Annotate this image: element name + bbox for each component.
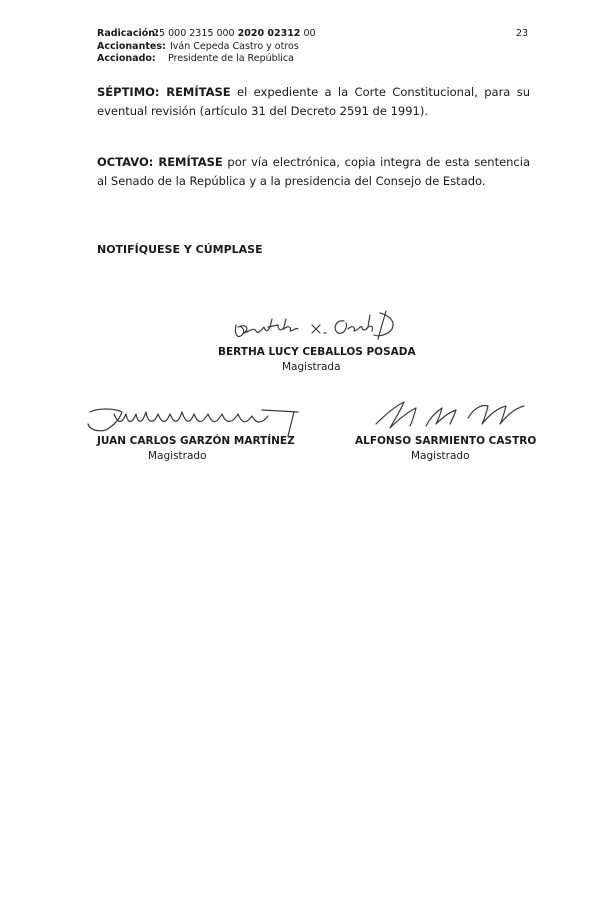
- octavo-text: por vía electrónica, copia integra de esta sentencia al Senado de la República y a la presidencia del Consejo de Estado.: [97, 155, 531, 188]
- signatory-name: ALFONSO SARMIENTO CASTRO: [355, 435, 537, 447]
- signatory-name: JUAN CARLOS GARZÓN MARTÍNEZ: [97, 435, 295, 447]
- accionantes-label: Accionantes:: [97, 40, 166, 52]
- accionantes-value: Iván Cepeda Castro y otros: [170, 40, 299, 52]
- signatory-role: Magistrado: [148, 450, 207, 462]
- octavo-heading: OCTAVO: REMÍTASE: [97, 155, 223, 169]
- accionado-row: [97, 53, 316, 66]
- accionado-value: Presidente de la República: [168, 53, 294, 64]
- radicacion-number-prefix: 25 000 2315 000: [153, 28, 238, 39]
- radicacion-row: [97, 28, 316, 41]
- signatory-name: BERTHA LUCY CEBALLOS POSADA: [218, 346, 416, 358]
- accionado-label: Accionado:: [97, 53, 156, 64]
- radicacion-number-suffix: 00: [300, 28, 316, 39]
- page-number: 23: [516, 28, 529, 39]
- signature-alfonso: [370, 398, 530, 432]
- octavo-paragraph: [97, 153, 530, 190]
- document-header: [97, 28, 316, 66]
- septimo-heading: SÉPTIMO: REMÍTASE: [97, 85, 231, 99]
- closing-statement: NOTIFÍQUESE Y CÚMPLASE: [97, 243, 263, 256]
- septimo-paragraph: [97, 83, 530, 120]
- signatory-role: Magistrado: [411, 450, 470, 462]
- accionantes-row: [97, 41, 316, 54]
- radicacion-label: Radicación:: [97, 28, 159, 39]
- signature-bertha: [228, 305, 408, 345]
- septimo-text: el expediente a la Corte Constitucional, para su eventual revisión (artículo 31 del Decreto 2591 de 1991).: [97, 85, 531, 118]
- radicacion-number-bold: 2020 02312: [237, 28, 301, 39]
- signatory-role: Magistrada: [282, 361, 341, 373]
